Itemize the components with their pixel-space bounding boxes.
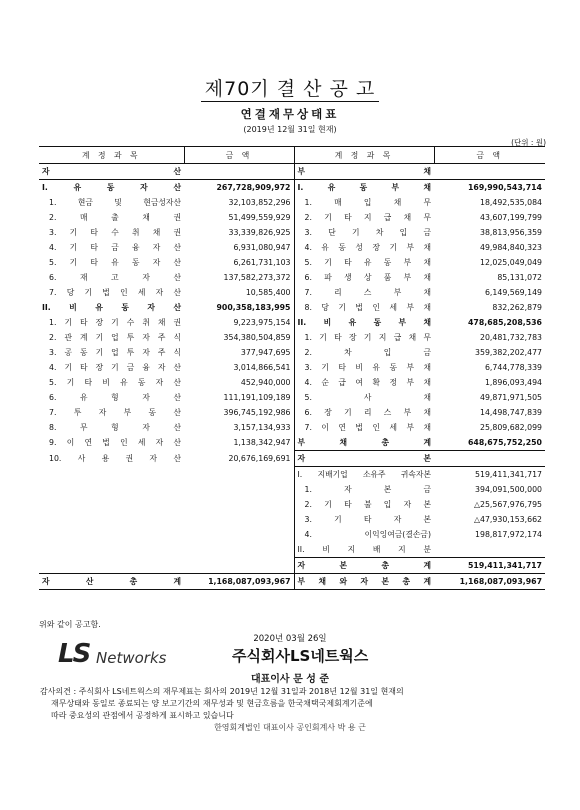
right-account-cell: I. 유 동 부 채 — [297, 183, 431, 192]
right-account-cell: 자 본 총 계 — [294, 558, 434, 574]
unit-label: (단위 : 원) — [511, 138, 546, 147]
publish-date: 2020년 03월 26일 — [253, 634, 327, 644]
right-account-cell: 5. 사 채 — [304, 393, 431, 402]
left-amount-cell — [184, 164, 294, 180]
left-account-cell: 7. 투 자 부 동 산 — [49, 408, 181, 417]
right-account-cell: I. 지배기업 소유주 귀속자본 — [297, 470, 431, 479]
left-amount-cell — [184, 512, 294, 527]
header-left-account: 계 정 과 목 — [39, 147, 184, 164]
left-account-cell: 3. 기 타 수 취 채 권 — [49, 228, 181, 237]
left-account-cell — [39, 542, 184, 558]
statement-title: 연결재무상태표 — [240, 107, 340, 121]
left-account-cell — [39, 527, 184, 542]
left-account-cell: 4. 기 타 장 기 금 융 자 산 — [49, 363, 181, 372]
header-right-account: 계 정 과 목 — [294, 147, 434, 164]
table-row — [39, 270, 545, 285]
right-account-cell: 8. 당 기 법 인 세 부 채 — [304, 303, 431, 312]
ceo-name: 대표이사 문 성 준 — [250, 674, 330, 685]
left-account-cell: 5. 기 타 유 동 자 산 — [49, 258, 181, 267]
right-amount-cell — [434, 164, 545, 180]
right-account-cell: 2. 기 타 불 입 자 본 — [304, 500, 431, 509]
left-account-cell — [39, 558, 184, 574]
left-account-cell — [39, 482, 184, 497]
right-amount-cell: 648,675,752,250 — [434, 435, 545, 451]
table-row — [39, 345, 545, 360]
left-amount-cell: 6,261,731,103 — [184, 255, 294, 270]
auditor-signature: 한영회계법인 대표이사 공인회계사 박 용 근 — [214, 723, 366, 732]
right-account-cell: 3. 기 타 자 본 — [304, 515, 431, 524]
table-row — [39, 375, 545, 390]
table-header — [39, 147, 545, 164]
left-amount-cell — [184, 527, 294, 542]
right-amount-cell — [434, 451, 545, 467]
left-amount-cell — [184, 467, 294, 483]
right-amount-cell: 49,871,971,505 — [479, 393, 542, 402]
balance-sheet-table — [39, 146, 545, 590]
right-account-cell: 6. 파 생 상 품 부 채 — [304, 273, 431, 282]
left-account-cell: 3. 공 동 기 업 투 자 주 식 — [49, 348, 181, 357]
right-account-cell: 4. 유 동 성 장 기 부 채 — [304, 243, 431, 252]
right-amount-cell: 20,481,732,783 — [479, 333, 542, 342]
table-row — [39, 255, 545, 270]
right-amount-cell: △25,567,976,795 — [474, 500, 542, 509]
right-account-cell: 3. 단 기 차 입 금 — [304, 228, 431, 237]
right-amount-cell: 478,685,208,536 — [468, 318, 542, 327]
logo-networks: Networks — [96, 649, 167, 667]
logo-ls: LS — [58, 639, 90, 669]
right-amount-cell: 18,492,535,084 — [479, 198, 542, 207]
left-amount-cell: 111,191,109,189 — [184, 390, 294, 405]
table-row — [39, 558, 545, 574]
table-row — [39, 180, 545, 196]
table-row — [39, 210, 545, 225]
right-account-cell: 자 본 — [294, 451, 434, 467]
table-row — [39, 360, 545, 375]
left-account-cell — [39, 467, 184, 483]
left-account-cell: 2. 매 출 채 권 — [49, 213, 181, 222]
left-amount-cell: 137,582,273,372 — [184, 270, 294, 285]
left-amount-cell: 33,339,826,925 — [184, 225, 294, 240]
closing-note: 위와 같이 공고함. — [39, 620, 101, 629]
left-amount-cell: 32,103,852,296 — [184, 195, 294, 210]
right-amount-cell: 43,607,199,799 — [479, 213, 542, 222]
table-row — [39, 574, 545, 590]
right-amount-cell: 359,382,202,477 — [475, 348, 542, 357]
right-account-cell: 부 채 총 계 — [294, 435, 434, 451]
left-amount-cell: 1,138,342,947 — [184, 435, 294, 451]
left-account-cell: 1. 기 타 장 기 수 취 채 권 — [49, 318, 181, 327]
right-amount-cell: 832,262,879 — [492, 303, 542, 312]
table-row — [39, 420, 545, 435]
left-account-cell — [39, 512, 184, 527]
table-row — [39, 225, 545, 240]
right-amount-cell: 198,817,972,174 — [475, 530, 542, 539]
right-account-cell: II. 비 지 배 지 분 — [294, 542, 434, 558]
audit-line: 재무상태와 동일로 종료되는 양 보고기간의 재무성과 및 현금흐름을 한국채택국제회계기준에 — [51, 699, 373, 708]
table-row — [39, 195, 545, 210]
left-account-cell: 5. 기 타 비 유 동 자 산 — [49, 378, 181, 387]
ls-networks-logo — [58, 641, 178, 667]
left-amount-cell: 452,940,000 — [184, 375, 294, 390]
table-row — [39, 315, 545, 330]
table-row — [39, 512, 545, 527]
right-amount-cell — [434, 542, 545, 558]
left-account-cell: 자 산 총 계 — [39, 574, 184, 590]
right-amount-cell: 25,809,682,099 — [479, 423, 542, 432]
right-account-cell: 1. 자 본 금 — [304, 485, 431, 494]
left-account-cell: I. 유 동 자 산 — [42, 183, 181, 192]
table-row — [39, 467, 545, 483]
right-amount-cell: 169,990,543,714 — [468, 183, 542, 192]
right-amount-cell: 1,896,093,494 — [484, 378, 542, 387]
right-amount-cell: 6,149,569,149 — [484, 288, 542, 297]
left-amount-cell: 20,676,169,691 — [184, 451, 294, 467]
right-amount-cell: 85,131,072 — [497, 273, 542, 282]
right-account-cell: 6. 장 기 리 스 부 채 — [304, 408, 431, 417]
audit-line: 감사의견 : 주식회사 LS네트웍스의 재무제표는 회사의 2019년 12월 31일과 2018년 12월 31일 현재의 — [40, 687, 404, 696]
table-row — [39, 164, 545, 180]
left-amount-cell: 267,728,909,972 — [184, 180, 294, 196]
right-account-cell: 5. 기 타 유 동 부 채 — [304, 258, 431, 267]
left-amount-cell: 377,947,695 — [184, 345, 294, 360]
table-row — [39, 435, 545, 451]
right-amount-cell: 6,744,778,339 — [484, 363, 542, 372]
right-amount-cell: 14,498,747,839 — [479, 408, 542, 417]
company-name: 주식회사LS네트웍스 — [232, 647, 369, 665]
right-account-cell: 3. 기 타 비 유 동 부 채 — [304, 363, 431, 372]
table-row — [39, 542, 545, 558]
table-row — [39, 330, 545, 345]
announcement-title: 제70기 결 산 공 고 — [0, 74, 580, 101]
right-amount-cell: 12,025,049,049 — [479, 258, 542, 267]
right-account-cell: 부 채 와 자 본 총 계 — [294, 574, 434, 590]
table-row — [39, 285, 545, 300]
table-row — [39, 482, 545, 497]
left-amount-cell — [184, 542, 294, 558]
left-account-cell: 2. 관 계 기 업 투 자 주 식 — [49, 333, 181, 342]
right-account-cell: 1. 기 타 장 기 지 급 채 무 — [304, 333, 431, 342]
header-left-amount: 금 액 — [184, 147, 294, 164]
table-row — [39, 451, 545, 467]
right-account-cell: 1. 매 입 채 무 — [304, 198, 431, 207]
left-account-cell: 10. 사 용 권 자 산 — [49, 454, 181, 463]
right-amount-cell: 1,168,087,093,967 — [434, 574, 545, 590]
left-amount-cell: 1,168,087,093,967 — [184, 574, 294, 590]
right-account-cell: II. 비 유 동 부 채 — [297, 318, 431, 327]
right-account-cell: 2. 기 타 지 급 채 무 — [304, 213, 431, 222]
left-amount-cell: 900,358,183,995 — [184, 300, 294, 315]
table-row — [39, 240, 545, 255]
right-amount-cell: 394,091,500,000 — [475, 485, 542, 494]
left-account-cell: 6. 재 고 자 산 — [49, 273, 181, 282]
table-row — [39, 497, 545, 512]
left-amount-cell — [184, 482, 294, 497]
left-amount-cell: 9,223,975,154 — [184, 315, 294, 330]
table-row — [39, 390, 545, 405]
right-account-cell: 4. 순 급 여 확 정 부 채 — [304, 378, 431, 387]
left-account-cell: 1. 현금 및 현금성자산 — [49, 198, 181, 207]
left-amount-cell: 51,499,559,929 — [184, 210, 294, 225]
table-row — [39, 527, 545, 542]
right-amount-cell: △47,930,153,662 — [474, 515, 542, 524]
left-account-cell: 4. 기 타 금 융 자 산 — [49, 243, 181, 252]
right-account-cell: 7. 리 스 부 채 — [304, 288, 431, 297]
table-row — [39, 300, 545, 315]
statement-date: (2019년 12월 31일 현재) — [243, 125, 337, 134]
left-amount-cell: 3,157,134,933 — [184, 420, 294, 435]
left-account-cell: 9. 이 연 법 인 세 자 산 — [49, 438, 181, 448]
right-account-cell: 7. 이 연 법 인 세 부 채 — [304, 423, 431, 432]
right-account-cell: 4. 이익잉여금(결손금) — [304, 530, 431, 539]
right-account-cell: 부 채 — [294, 164, 434, 180]
right-amount-cell: 49,984,840,323 — [479, 243, 542, 252]
right-amount-cell: 38,813,956,359 — [479, 228, 542, 237]
left-amount-cell: 396,745,192,986 — [184, 405, 294, 420]
left-account-cell: 8. 무 형 자 산 — [49, 423, 181, 432]
left-amount-cell — [184, 497, 294, 512]
left-amount-cell — [184, 558, 294, 574]
left-amount-cell: 10,585,400 — [184, 285, 294, 300]
left-account-cell: 7. 당 기 법 인 세 자 산 — [49, 288, 181, 297]
left-account-cell: II. 비 유 동 자 산 — [42, 303, 181, 312]
right-amount-cell: 519,411,341,717 — [434, 558, 545, 574]
left-account-cell — [39, 497, 184, 512]
table-row — [39, 405, 545, 420]
left-account-cell: 6. 유 형 자 산 — [49, 393, 181, 402]
header-right-amount: 금 액 — [434, 147, 545, 164]
left-amount-cell: 3,014,866,541 — [184, 360, 294, 375]
left-amount-cell: 6,931,080,947 — [184, 240, 294, 255]
left-account-cell: 자 산 — [39, 164, 184, 180]
audit-opinion — [40, 686, 510, 722]
audit-line: 따라 중요성의 관점에서 공정하게 표시하고 있습니다 — [51, 711, 234, 720]
right-account-cell: 2. 차 입 금 — [304, 348, 431, 357]
right-amount-cell: 519,411,341,717 — [475, 470, 542, 479]
left-amount-cell: 354,380,504,859 — [184, 330, 294, 345]
